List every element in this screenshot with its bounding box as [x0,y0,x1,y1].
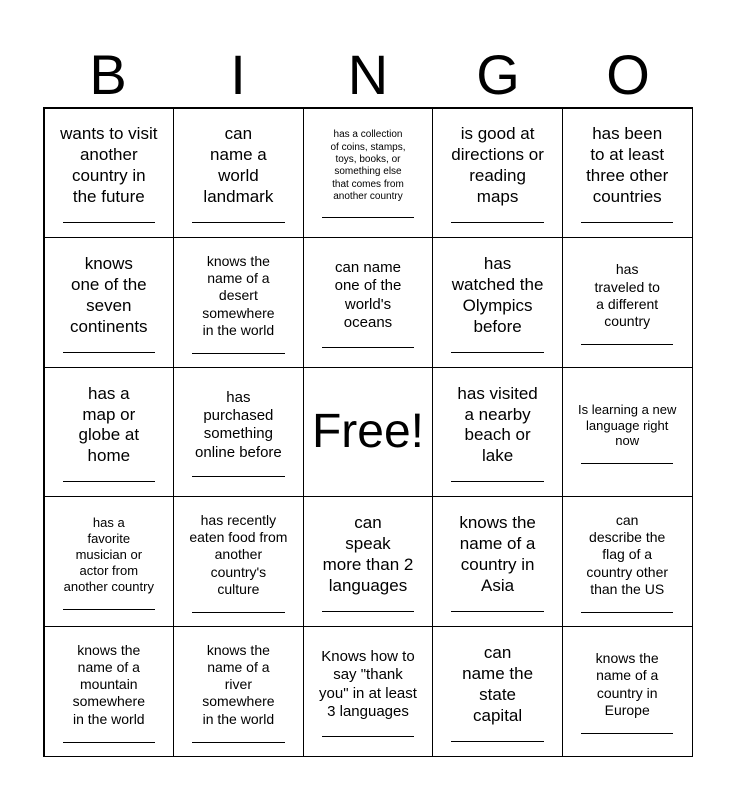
bingo-grid [43,107,693,757]
bingo-cell-text: has visited a nearby beach or lake [457,383,538,466]
signature-line [581,344,673,345]
signature-line [322,611,414,612]
bingo-cell-text: can name one of the world's oceans [334,259,402,332]
signature-line [322,347,414,348]
header-letter-i: I [230,43,246,106]
bingo-cell[interactable] [44,626,175,757]
bingo-cell-text: has a collection of coins, stamps, toys, books, or something else that comes from another country [330,129,406,202]
bingo-cell-text: knows one of the seven continents [70,254,148,336]
signature-line [192,353,284,354]
bingo-cell-text: has traveled to a different country [594,261,660,330]
signature-line [581,733,673,734]
signature-line [192,476,284,477]
bingo-cell-text: has watched the Olympics before [451,254,544,336]
free-space-cell[interactable] [303,367,434,498]
signature-line [63,609,155,610]
signature-line [63,481,155,482]
bingo-cell-text: has been to at least three other countries [586,124,669,207]
bingo-cell[interactable] [303,626,434,757]
bingo-cell[interactable] [173,108,304,239]
bingo-cell-text: can describe the flag of a country other than the US [586,512,669,597]
signature-line [192,612,284,613]
bingo-cell[interactable] [562,496,693,627]
signature-line [581,463,673,464]
header-letter-n: N [347,43,389,106]
bingo-cell[interactable] [44,496,175,627]
header-letter-o: O [606,43,650,106]
bingo-cell[interactable] [173,237,304,368]
bingo-cell-text: knows the name of a country in Europe [595,650,659,718]
bingo-cell[interactable] [44,367,175,498]
bingo-cell-text: can name the state capital [462,642,534,725]
bingo-cell-text: has recently eaten food from another country's culture [189,512,288,597]
bingo-cell[interactable] [562,108,693,239]
bingo-cell-text: has a map or globe at home [78,383,140,466]
bingo-cell-text: has purchased something online before [195,388,282,461]
bingo-cell[interactable] [303,496,434,627]
bingo-cell[interactable] [432,108,563,239]
signature-line [63,352,155,353]
bingo-cell-text: can speak more than 2 languages [322,513,414,595]
bingo-cell[interactable] [303,237,434,368]
bingo-cell[interactable] [432,626,563,757]
signature-line [451,611,543,612]
bingo-cell[interactable] [173,367,304,498]
bingo-cell[interactable] [432,367,563,498]
bingo-cell[interactable] [303,108,434,239]
signature-line [581,222,673,223]
bingo-cell-text: Is learning a new language right now [578,401,677,449]
signature-line [63,222,155,223]
bingo-cell[interactable] [44,237,175,368]
bingo-cell[interactable] [432,237,563,368]
signature-line [581,612,673,613]
bingo-cell[interactable] [173,626,304,757]
bingo-cell-text: wants to visit another country in the future [60,124,158,207]
bingo-cell-text: knows the name of a country in Asia [459,513,536,595]
bingo-cell[interactable] [562,367,693,498]
bingo-cell[interactable] [562,626,693,757]
header-letter-g: G [476,43,520,106]
bingo-cell-text: has a favorite musician or actor from another country [63,515,154,595]
bingo-cell[interactable] [432,496,563,627]
bingo-cell[interactable] [173,496,304,627]
bingo-cell[interactable] [44,108,175,239]
signature-line [451,352,543,353]
bingo-header [43,40,693,110]
bingo-cell-text: knows the name of a desert somewhere in the world [202,252,275,338]
bingo-cell-text: knows the name of a river somewhere in the world [202,641,275,727]
header-letter-b: B [89,43,127,106]
free-space-label: Free! [311,404,424,458]
bingo-cell-text: is good at directions or reading maps [451,124,544,207]
bingo-cell-text: Knows how to say "thank you" in at least 3 languages [319,647,417,721]
signature-line [451,222,543,223]
signature-line [451,481,543,482]
bingo-cell-text: can name a world landmark [203,124,274,207]
signature-line [322,736,414,737]
bingo-cell[interactable] [562,237,693,368]
signature-line [63,742,155,743]
signature-line [451,741,543,742]
signature-line [322,217,414,218]
bingo-cell-text: knows the name of a mountain somewhere in the world [72,641,145,727]
signature-line [192,742,284,743]
signature-line [192,222,284,223]
